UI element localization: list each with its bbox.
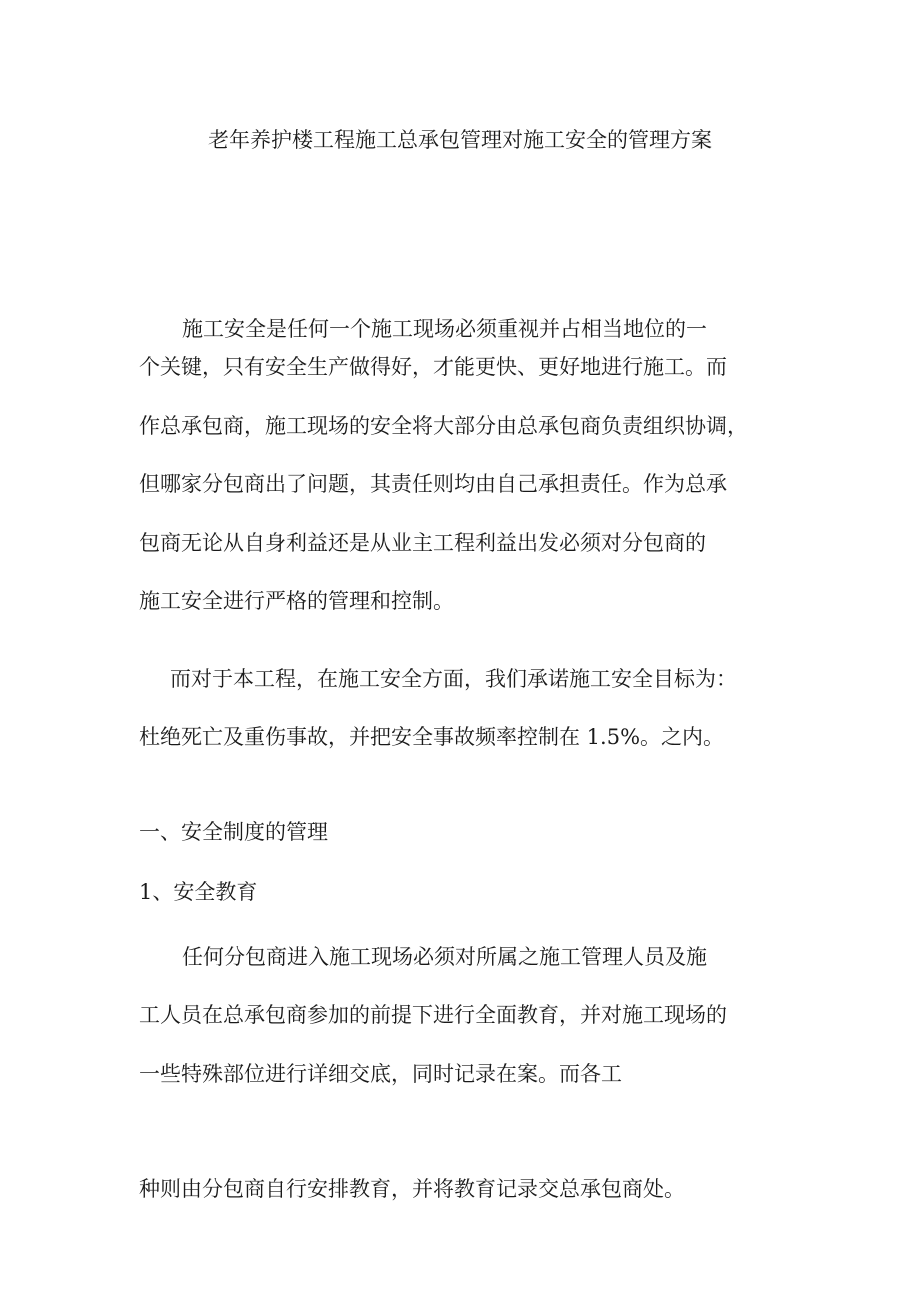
document-title: 老年养护楼工程施工总承包管理对施工安全的管理方案 [208, 128, 712, 152]
paragraph-1-line-6: 施工安全进行严格的管理和控制。 [139, 589, 454, 613]
paragraph-3-line-3: 一些特殊部位进行详细交底，同时记录在案。而各工 [139, 1062, 622, 1086]
paragraph-1-line-5: 包商无论从自身利益还是从业主工程利益出发必须对分包商的 [139, 531, 706, 555]
section-heading: 一、安全制度的管理 [139, 820, 328, 844]
paragraph-1-line-4: 但哪家分包商出了问题，其责任则均由自己承担责任。作为总承 [139, 472, 727, 496]
continuation-line: 种则由分包商自行安排教育，并将教育记录交总承包商处。 [139, 1177, 685, 1201]
paragraph-2-line-2: 杜绝死亡及重伤事故，并把安全事故频率控制在 1.5%。之内。 [139, 725, 725, 749]
paragraph-3-line-2: 工人员在总承包商参加的前提下进行全面教育，并对施工现场的 [139, 1003, 727, 1027]
paragraph-2-line-1: 而对于本工程，在施工安全方面，我们承诺施工安全目标为： [170, 667, 737, 691]
paragraph-1-line-3: 作总承包商，施工现场的安全将大部分由总承包商负责组织协调， [139, 414, 748, 438]
paragraph-1-line-2: 个关键，只有安全生产做得好，才能更快、更好地进行施工。而 [139, 355, 727, 379]
paragraph-1-line-1: 施工安全是任何一个施工现场必须重视并占相当地位的一 [182, 317, 707, 341]
paragraph-3-line-1: 任何分包商进入施工现场必须对所属之施工管理人员及施 [182, 945, 707, 969]
subsection-heading: 1、安全教育 [139, 880, 258, 904]
